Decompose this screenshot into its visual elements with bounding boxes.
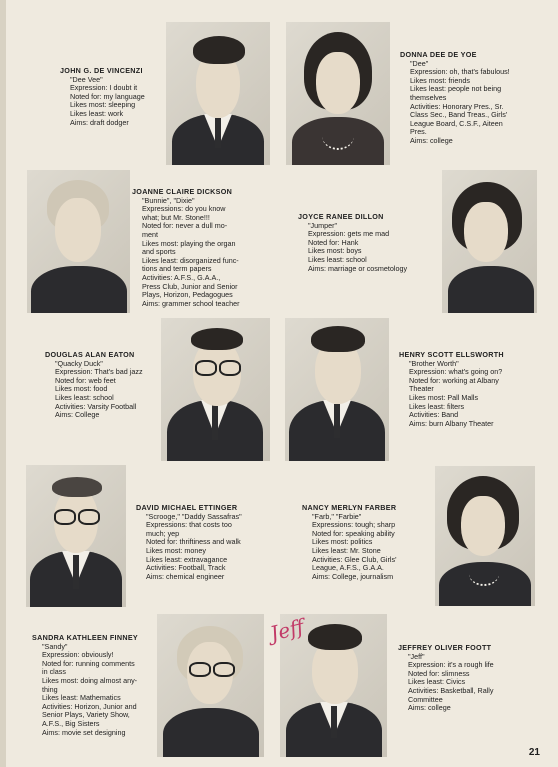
student-name: JOHN G. DE VINCENZI [60, 66, 143, 75]
bio-line: what; but Mr. Stone!!! [142, 212, 210, 222]
bio-line: and sports [142, 247, 176, 257]
bio-line: Noted for: running comments [42, 658, 135, 668]
photo-finney [157, 614, 264, 757]
bio-line: Noted for: web feet [55, 375, 116, 385]
bio-line: Likes least: Civics [408, 677, 466, 687]
bio-line: Theater [409, 384, 434, 394]
bio-finney [32, 634, 158, 737]
bio-line: much; yep [146, 528, 180, 538]
bio-dickson [132, 188, 282, 308]
bio-line: Aims: chemical engineer [146, 571, 225, 581]
page-number: 21 [528, 747, 540, 758]
bio-line: in class [42, 667, 66, 677]
bio-line: Activities: Horizon, Junior and [42, 701, 137, 711]
bio-line: Likes least: Mr. Stone [312, 545, 381, 555]
student-name: DOUGLAS ALAN EATON [45, 350, 135, 359]
bio-ettinger [136, 504, 286, 581]
photo-deyoe [286, 22, 390, 165]
photo-ettinger [26, 465, 126, 607]
photo-dillon [442, 170, 537, 313]
bio-line: Expression: it's a rough life [408, 660, 494, 670]
bio-line: Noted for: slimness [408, 668, 470, 678]
bio-farber [302, 504, 430, 581]
bio-line: Plays, Horizon, Pedagogues [142, 290, 233, 300]
bio-line: Likes least: school [308, 254, 367, 264]
bio-line: themselves [410, 92, 447, 102]
bio-line: Likes least: disorganized func- [142, 255, 239, 265]
bio-line: "Brother Worth" [409, 358, 459, 368]
bio-line: "Jumper" [308, 220, 338, 230]
bio-line: Expressions: do you know [142, 204, 226, 214]
bio-line: Expression: gets me mad [308, 229, 390, 239]
bio-devincenzi [60, 67, 164, 127]
bio-line: Noted for: thriftiness and walk [146, 537, 241, 547]
bio-line: Aims: marriage or cosmetology [308, 263, 408, 273]
photo-ellsworth [285, 318, 389, 461]
bio-line: Likes most: Pall Malls [409, 392, 479, 402]
bio-line: Aims: College, journalism [312, 571, 394, 581]
bio-line: Noted for: working at Albany [409, 375, 499, 385]
bio-line: Likes least: filters [409, 401, 465, 411]
student-name: SANDRA KATHLEEN FINNEY [32, 633, 139, 642]
bio-line: "Dee Vee" [70, 74, 103, 84]
bio-line: Likes least: school [55, 392, 114, 402]
bio-line: Aims: college [408, 703, 451, 713]
bio-line: Aims: burn Albany Theater [409, 418, 494, 428]
student-name: JEFFREY OLIVER FOOTT [398, 643, 492, 652]
student-name: JOANNE CLAIRE DICKSON [132, 187, 233, 196]
bio-line: "Scrooge," "Daddy Sassafras" [146, 511, 242, 521]
bio-line: Aims: College [55, 410, 100, 420]
bio-line: Aims: draft dodger [70, 117, 129, 127]
student-name: NANCY MERLYN FARBER [302, 503, 397, 512]
bio-line: Likes most: money [146, 545, 206, 555]
bio-line: Activities: Varsity Football [55, 401, 137, 411]
bio-line: Likes most: politics [312, 537, 373, 547]
bio-line: Likes most: doing almost any- [42, 675, 138, 685]
photo-eaton [161, 318, 270, 461]
bio-line: Likes most: sleeping [70, 100, 136, 110]
bio-line: "Farb," "Farbie" [312, 511, 362, 521]
bio-line: Noted for: my language [70, 91, 145, 101]
bio-line: Likes most: food [55, 384, 108, 394]
bio-line: Aims: grammer school teacher [142, 298, 240, 308]
bio-line: Noted for: speaking ability [312, 528, 395, 538]
bio-line: ment [142, 229, 158, 239]
page-binding-edge [0, 0, 6, 767]
bio-dillon [298, 213, 434, 273]
bio-line: Likes least: people not being [410, 84, 502, 94]
bio-line: Expression: what's going on? [409, 367, 503, 377]
photo-farber [435, 466, 535, 606]
bio-line: Expression: oh, that's fabulous! [410, 67, 510, 77]
bio-line: A.F.S., Big Sisters [42, 718, 100, 728]
bio-line: Aims: movie set designing [42, 727, 126, 737]
bio-line: League Board, C.S.F., Aiteen [410, 118, 503, 128]
handwritten-signature: Jeff [267, 614, 307, 646]
bio-line: Expression: That's bad jazz [55, 367, 143, 377]
bio-line: Activities: Football, Track [146, 563, 226, 573]
bio-line: thing [42, 684, 58, 694]
student-name: HENRY SCOTT ELLSWORTH [399, 350, 504, 359]
bio-line: Activities: Basketball, Rally [408, 685, 494, 695]
bio-line: Expressions: that costs too [146, 520, 232, 530]
bio-line: Pres. [410, 127, 427, 137]
bio-line: "Sandy" [42, 641, 68, 651]
bio-line: Likes most: boys [308, 246, 362, 256]
bio-ellsworth [399, 351, 549, 428]
bio-line: Likes most: playing the organ [142, 238, 236, 248]
bio-line: Noted for: never a dull mo- [142, 221, 228, 231]
bio-line: Press Club, Junior and Senior [142, 281, 238, 291]
photo-devincenzi [166, 22, 270, 165]
bio-line: Senior Plays, Variety Show, [42, 710, 130, 720]
bio-line: Likes least: extravagance [146, 554, 228, 564]
bio-line: Activities: Band [409, 410, 459, 420]
bio-line: "Jeff" [408, 651, 425, 661]
bio-line: Class Sec., Band Treas., Girls' [410, 110, 508, 120]
bio-deyoe [400, 51, 550, 146]
bio-line: Expressions: tough; sharp [312, 520, 396, 530]
bio-line: Aims: college [410, 135, 453, 145]
bio-line: Activities: Honorary Pres., Sr. [410, 101, 504, 111]
bio-line: Noted for: Hank [308, 237, 359, 247]
bio-line: Expression: obviously! [42, 650, 114, 660]
bio-line: tions and term papers [142, 264, 212, 274]
photo-dickson [27, 170, 130, 313]
bio-line: Activities: Glee Club, Girls' [312, 554, 397, 564]
bio-foott [398, 644, 548, 713]
bio-line: League, A.F.S., G.A.A. [312, 563, 384, 573]
bio-line: Committee [408, 694, 443, 704]
bio-line: Likes most: friends [410, 75, 470, 85]
bio-line: Likes least: work [70, 108, 124, 118]
bio-line: Likes least: Mathematics [42, 693, 121, 703]
student-name: DONNA DEE DE YOE [400, 50, 477, 59]
bio-line: "Bunnie", "Dixie" [142, 195, 195, 205]
bio-line: Expression: I doubt it [70, 83, 138, 93]
bio-line: Activities: A.F.S., G.A.A., [142, 272, 221, 282]
bio-line: "Quacky Duck" [55, 358, 103, 368]
bio-eaton [45, 351, 159, 420]
bio-line: "Dee" [410, 58, 429, 68]
student-name: JOYCE RANEE DILLON [298, 212, 384, 221]
student-name: DAVID MICHAEL ETTINGER [136, 503, 238, 512]
